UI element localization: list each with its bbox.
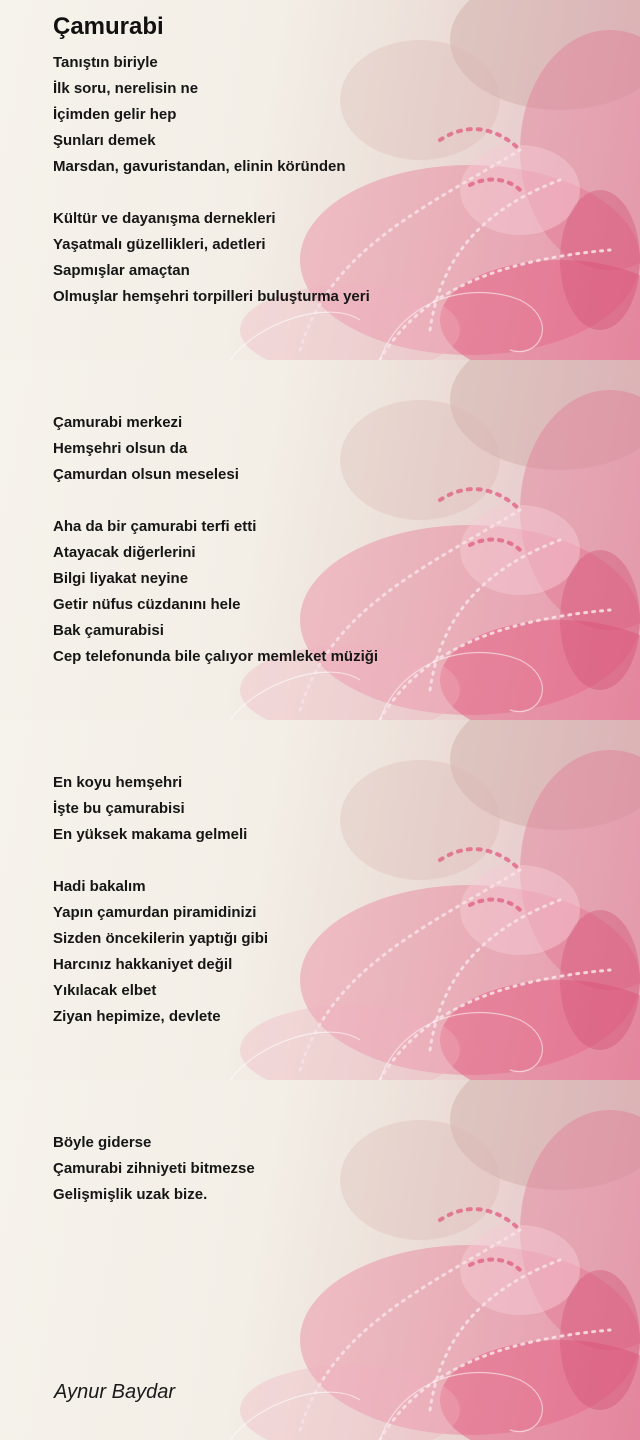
poem-stanza xyxy=(53,50,346,180)
poem-line: Çamurdan olsun meselesi xyxy=(53,466,239,483)
poem-line: Marsdan, gavuristandan, elinin köründen xyxy=(53,158,346,175)
poem-stanza xyxy=(53,874,268,1030)
poem-line: Çamurabi zihniyeti bitmezse xyxy=(53,1160,255,1177)
poem-line: En koyu hemşehri xyxy=(53,774,183,791)
poem-title: Çamurabi xyxy=(53,13,164,40)
poem-line: Çamurabi merkezi xyxy=(53,414,183,431)
poem-line: Getir nüfus cüzdanını hele xyxy=(53,596,241,613)
poem-line: Ziyan hepimize, devlete xyxy=(53,1008,221,1025)
poem-line: İlk soru, nerelisin ne xyxy=(53,80,199,97)
poem-line: Sapmışlar amaçtan xyxy=(53,262,190,279)
poem-author: Aynur Baydar xyxy=(54,1381,175,1403)
poem-line: İçimden gelir hep xyxy=(53,106,177,123)
poem-line: Harcınız hakkaniyet değil xyxy=(53,956,233,973)
poem-line: Gelişmişlik uzak bize. xyxy=(53,1186,208,1203)
poem-line: Bak çamurabisi xyxy=(53,622,164,639)
poem-line: İşte bu çamurabisi xyxy=(53,800,185,817)
poem-line: Hemşehri olsun da xyxy=(53,440,188,457)
poem-line: Böyle giderse xyxy=(53,1134,152,1151)
poem-line: Olmuşlar hemşehri torpilleri buluşturma yeri xyxy=(53,288,370,305)
poem-line: Tanıştın biriyle xyxy=(53,54,158,71)
poem-stanza xyxy=(53,514,378,670)
poem-line: Aha da bir çamurabi terfi etti xyxy=(53,518,257,535)
poem-line: Şunları demek xyxy=(53,132,156,149)
poem-line: Yaşatmalı güzellikleri, adetleri xyxy=(53,236,266,253)
poem-stanza xyxy=(53,770,247,848)
poem-stanza xyxy=(53,206,370,310)
poem-line: Bilgi liyakat neyine xyxy=(53,570,189,587)
poem-line: Hadi bakalım xyxy=(53,878,146,895)
poem-line: Cep telefonunda bile çalıyor memleket müziği xyxy=(53,648,379,665)
poem-line: Sizden öncekilerin yaptığı gibi xyxy=(53,930,269,947)
poem-line: Kültür ve dayanışma dernekleri xyxy=(53,210,276,227)
poem-stanza xyxy=(53,1130,255,1208)
poem-line: Yıkılacak elbet xyxy=(53,982,157,999)
poem-stanza xyxy=(53,410,239,488)
poem-line: Atayacak diğerlerini xyxy=(53,544,196,561)
poem-line: En yüksek makama gelmeli xyxy=(53,826,248,843)
poem-line: Yapın çamurdan piramidinizi xyxy=(53,904,257,921)
